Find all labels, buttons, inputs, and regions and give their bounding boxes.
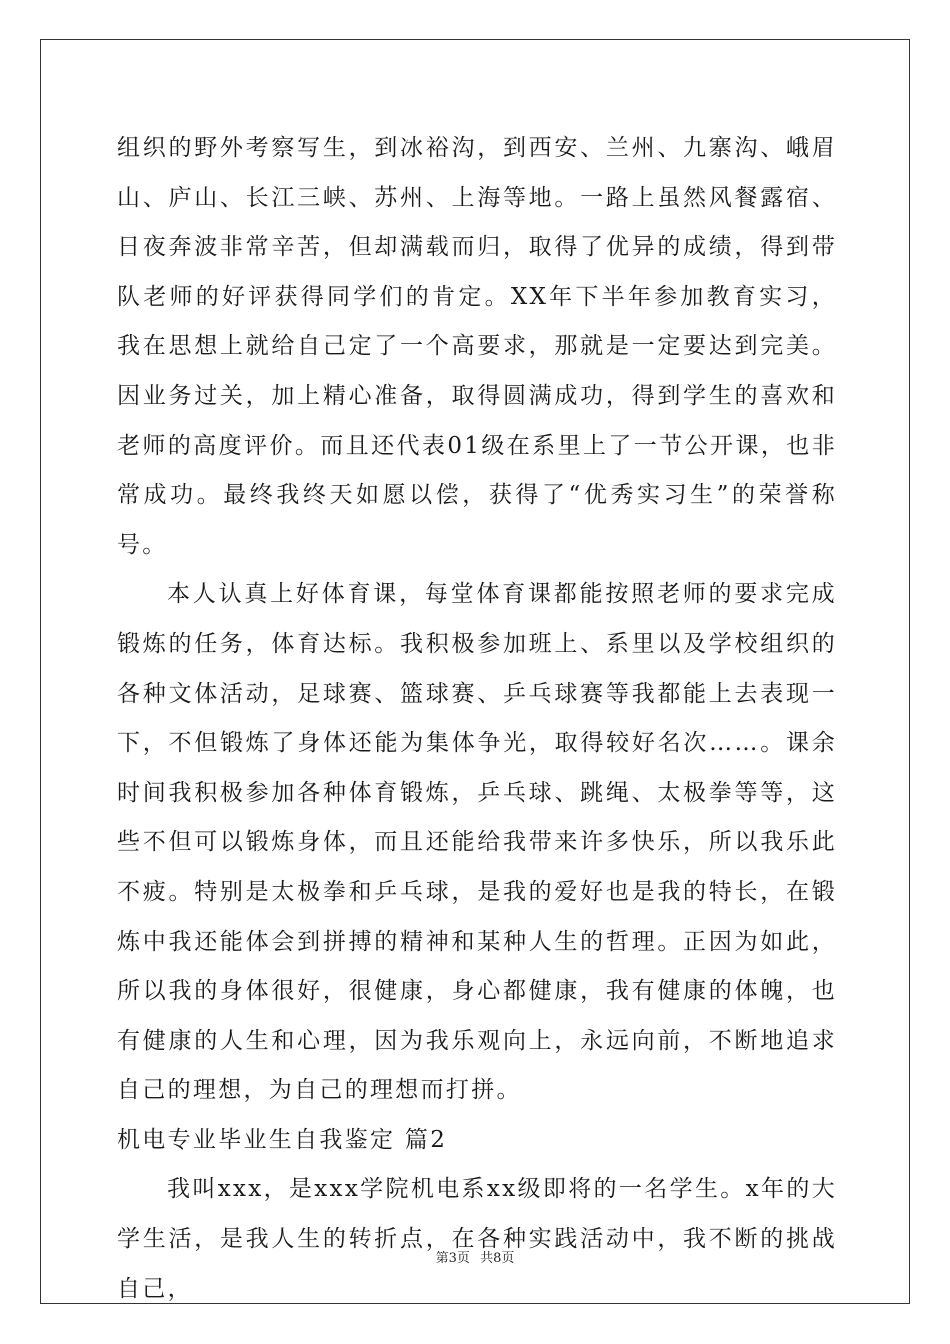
page-footer [0,1247,950,1266]
page-total: 共8页 [480,1251,515,1266]
document-body [117,124,837,1314]
section-heading: 机电专业毕业生自我鉴定 篇2 [117,1126,448,1153]
paragraph-3: 我叫xxx，是xxx学院机电系xx级即将的一名学生。x年的大学生活，是我人生的转折点，在各种实践活动中，我不断的挑战自己， [117,1176,837,1302]
paragraph-1: 组织的野外考察写生，到冰裕沟，到西安、兰州、九寨沟、峨眉山、庐山、长江三峡、苏州、上海等地。一路上虽然风餐露宿、日夜奔波非常辛苦，但却满载而归，取得了优异的成绩，得到带队老师的好评获得同学们的肯定。XX年下半年参加教育实习，我在思想上就给自己定了一个高要求，那就是一定要达到完美。因业务过关，加上精心准备，取得圆满成功，得到学生的喜欢和老师的高度评价。而且还代表01级在系里上了一节公开课，也非常成功。最终我终天如愿以偿，获得了“优秀实习生”的荣誉称号。 [117,135,837,558]
paragraph-2: 本人认真上好体育课，每堂体育课都能按照老师的要求完成锻炼的任务，体育达标。我积极参加班上、系里以及学校组织的各种文体活动，足球赛、篮球赛、乒乓球赛等我都能上去表现一下，不但锻炼了身体还能为集体争光，取得较好名次……。课余时间我积极参加各种体育锻炼，乒乓球、跳绳、太极拳等等，这些不但可以锻炼身体，而且还能给我带来许多快乐，所以我乐此不疲。特别是太极拳和乒乓球，是我的爱好也是我的特长，在锻炼中我还能体会到拼搏的精神和某种人生的哲理。正因为如此，所以我的身体很好，很健康，身心都健康，我有健康的体魄，也有健康的人生和心理，因为我乐观向上，永远向前，不断地追求自己的理想，为自己的理想而打拼。 [117,581,837,1104]
page-number: 第3页 [435,1251,470,1266]
